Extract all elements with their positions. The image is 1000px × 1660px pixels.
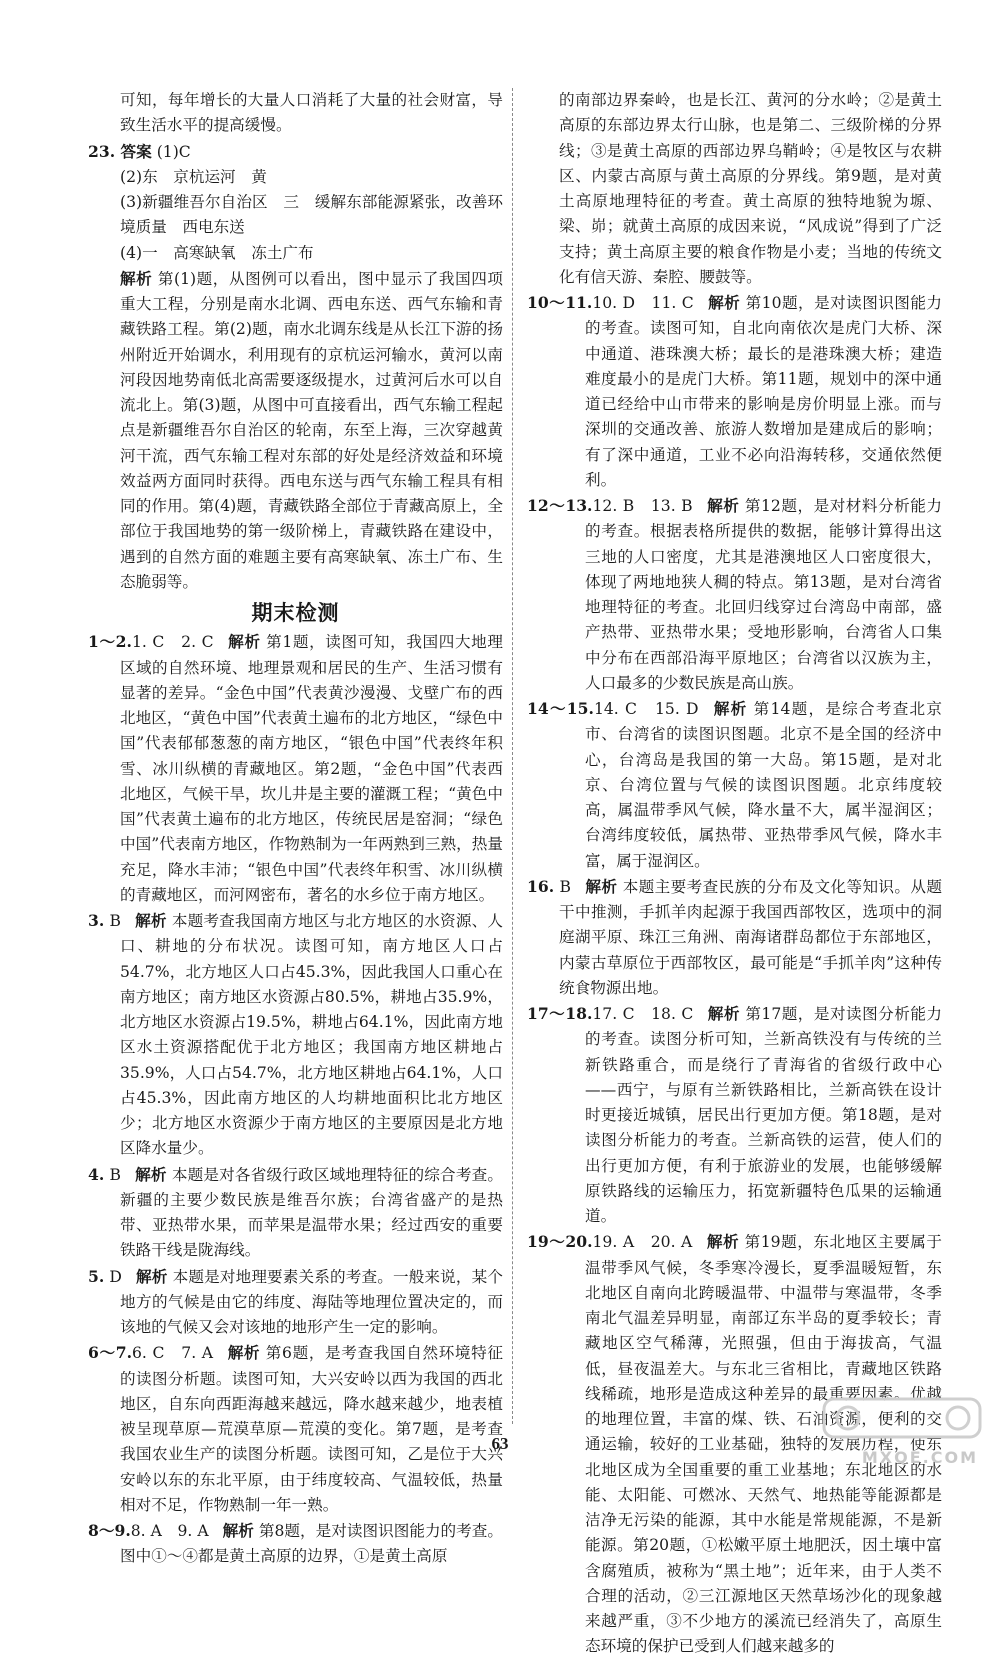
item-number: 5. <box>88 1266 105 1286</box>
item-answer: B <box>109 1165 121 1184</box>
page-number: 63 <box>491 1434 509 1453</box>
item-number: 1～2. <box>88 632 132 652</box>
list-item <box>88 1264 503 1341</box>
item-number: 12～13. <box>527 496 593 515</box>
analysis-label: 解析 <box>120 268 153 288</box>
watermark-text: MXQE.COM <box>861 1448 978 1467</box>
answer-23-label: 23. 答案 <box>88 141 152 161</box>
item-text: 本题是对各省级行政区域地理特征的综合考查。新疆的主要少数民族是维吾尔族；台湾省盛产的是热带、亚热带水果，而苹果是温带水果；经过西安的重要铁路干线是陇海线。 <box>120 1165 503 1260</box>
analysis-label: 解析 <box>712 699 748 718</box>
item-number: 8～9. <box>88 1521 131 1540</box>
item-number: 3. <box>88 911 105 930</box>
list-item <box>527 290 942 493</box>
analysis-label: 解析 <box>222 1521 254 1540</box>
item-text: 第1题，读图可知，我国四大地理区域的自然环境、地理景观和居民的生产、生活习惯有显著的差异。“金色中国”代表黄沙漫漫、戈壁广布的西北地区，“黄色中国”代表黄土遍布的北方地区，“绿色中国”代表郁郁葱葱的南方地区，“银色中国”代表终年积雪、冰川纵横的青藏地区。第2题，“金色中国”代表西北地区，气候干旱，坎儿井是主要的灌溉工程；“黄色中国”代表黄土遍布的北方地区，传统民居是窑洞；“绿色中国”代表南方地区，作物熟制为一年两熟到三熟，热量充足，降水丰沛；“银色中国”代表终年积雪、冰川纵横的青藏地区，而河网密布，著名的水乡位于南方地区。 <box>120 633 503 904</box>
list-item <box>88 629 503 908</box>
item-number: 10～11. <box>527 293 593 312</box>
item-answer: 6. C 7. A <box>132 1344 214 1363</box>
item-number: 4. <box>88 1164 105 1184</box>
answer-23-line-1: (1)C <box>156 142 191 161</box>
item-answer: 19. A 20. A <box>592 1233 693 1252</box>
item-answer: 12. B 13. B <box>592 497 693 515</box>
item-text: 本题是对地理要素关系的考查。一般来说，某个地方的气候是由它的纬度、海陆等地理位置决定的，而该地的气候又会对该地的地形产生一定的影响。 <box>120 1267 503 1336</box>
section-title: 期末检测 <box>251 601 340 625</box>
analysis-label: 解析 <box>134 911 167 930</box>
item-text: 第17题，是对读图分析能力的考查。读图分析可知，兰新高铁没有与传统的兰新铁路重合，而是绕行了青海省的省级行政中心——西宁，与原有兰新铁路相比，兰新高铁在设计时更接近城镇，居民出行更加方便。第18题，是对读图分析能力的考查。兰新高铁的运营，使人们的出行更加方便，有利于旅游业的发展，也能够缓解原铁路线的运输压力，拓宽新疆特色瓜果的运输通道。 <box>585 1005 942 1225</box>
item-text: 本题主要考查民族的分布及文化等知识。从题干中推测，手抓羊肉起源于我国西部牧区，选项中的洞庭湖平原、珠江三角洲、南海诸群岛都位于东部地区，内蒙古草原位于西部牧区，最可能是“手抓羊肉”这种传统食物源出地。 <box>559 877 942 997</box>
item-answer: 1. C 2. C <box>131 633 214 652</box>
right-intro: 的南部边界秦岭，也是长江、黄河的分水岭；②是黄土高原的东部边界太行山脉，也是第二、三级阶梯的分界线；③是黄土高原的西部边界乌鞘岭；④是牧区与农耕区、内蒙古高原与黄土高原的分界线。第9题，是对黄土高原地理特征的考查。黄土高原的独特地貌为塬、梁、峁；就黄土高原的成因来说，“风成说”得到了广泛支持；黄土高原主要的粮食作物是小麦；当地的传统文化有信天游、秦腔、腰鼓等。 <box>559 91 942 286</box>
analysis-label: 解析 <box>227 632 261 652</box>
list-item <box>527 1001 942 1229</box>
item-number: 16. <box>527 876 555 896</box>
list-item <box>88 908 503 1162</box>
analysis-label: 解析 <box>134 1164 167 1184</box>
analysis-label: 解析 <box>707 1004 740 1023</box>
item-answer: 17. C 18. C <box>592 1005 694 1023</box>
item-text: 第14题，是综合考查北京市、台湾省的读图识图题。北京不是全国的经济中心，台湾岛是我国的第一大岛。第15题，是对北京、台湾位置与气候的读图识图题。北京纬度较高，属温带季风气候，降水量不大，属半湿润区；台湾纬度较低，属热带、亚热带季风气候，降水丰富，属于湿润区。 <box>585 700 942 870</box>
left-intro: 可知，每年增长的大量人口消耗了大量的社会财富，导致生活水平的提高缓慢。 <box>120 91 503 135</box>
list-item <box>527 696 942 874</box>
item-number: 6～7. <box>88 1343 133 1363</box>
answer-23-line-3: (3)新疆维吾尔自治区 三 缓解东部能源紧张，改善环境质量 西电东送 <box>120 193 503 237</box>
analysis-label: 解析 <box>135 1266 168 1286</box>
list-item <box>88 1340 503 1518</box>
item-answer: 8. A 9. A <box>130 1522 209 1540</box>
list-item <box>88 1518 503 1570</box>
item-text: 第19题，东北地区主要属于温带季风气候，冬季寒冷漫长，夏季温暖短暂，东北地区自南向北跨暖温带、中温带与寒温带，冬季南北气温差异明显，南部辽东半岛的夏季较长；青藏地区空气稀薄，光照强，但由于海拔高，气温低，昼夜温差大。与东北三省相比，青藏地区铁路线稀疏，地形是造成这种差异的最重要因素。优越的地理位置，丰富的煤、铁、石油资源，便利的交通运输，较好的工业基础，独特的发展历程，使东北地区成为全国重要的重工业基地；东北地区的水能、太阳能、可燃冰、天然气、地热能等能源都是洁净无污染的能源，其中水能是常规能源，不是新能源。第20题，①松嫩平原土地肥沃，因土壤中富含腐殖质，被称为“黑土地”；近年来，由于人类不合理的活动，②三江源地区天然草场沙化的现象越来越严重，③不少地方的溪流已经消失了，高原生态环境的保护已受到人们越来越多的 <box>585 1233 942 1656</box>
item-text: 第12题，是对材料分析能力的考查。根据表格所提供的数据，能够计算得出这三地的人口密度，尤其是港澳地区人口密度很大，体现了两地地狭人稠的特点。第13题，是对台湾省地理特征的考查。北回归线穿过台湾岛中南部，盛产热带、亚热带水果；受地形影响，台湾省人口集中分布在西部沿海平原地区；台湾省以汉族为主，人口最多的少数民族是高山族。 <box>585 497 942 692</box>
analysis-label: 解析 <box>227 1343 261 1363</box>
analysis-label: 解析 <box>584 876 618 896</box>
item-answer: 10. D 11. C <box>592 294 694 312</box>
answer-23 <box>88 139 503 165</box>
analysis-label: 解析 <box>706 1232 740 1252</box>
column-divider <box>512 88 513 1424</box>
answer-23-line-2: (2)东 京杭运河 黄 <box>120 167 267 186</box>
analysis-label: 解析 <box>706 496 740 515</box>
item-answer: 14. C 15. D <box>593 700 699 718</box>
item-text: 本题考查我国南方地区与北方地区的水资源、人口、耕地的分布状况。读图可知，南方地区人口占54.7%，北方地区人口占45.3%，因此我国人口重心在南方地区；南方地区水资源占80.5%，耕地占35.9%，北方地区水资源占19.5%，耕地占64.1%，因此南方地区水土资源搭配优于北方地区；我国南方地区耕地占35.9%，人口占54.7%，北方地区耕地占64.1%，人口占45.3%，因此南方地区的人均耕地面积比北方地区少；北方地区水资源少于南方地区的主要原因是北方地区降水量少。 <box>120 912 503 1158</box>
list-item <box>527 493 942 696</box>
item-number: 17～18. <box>527 1004 593 1023</box>
watermark-badge-icon <box>818 1395 988 1441</box>
list-item <box>88 1162 503 1264</box>
analysis-label: 解析 <box>707 293 741 312</box>
left-column <box>88 88 503 1570</box>
item-answer: B <box>109 912 121 930</box>
item-number: 14～15. <box>527 699 594 718</box>
item-text: 第10题，是对读图识图能力的考查。读图可知，自北向南依次是虎门大桥、深中通道、港珠澳大桥；最长的是港珠澳大桥；建造难度最小的是虎门大桥。第11题，规划中的深中通道已经给中山市带来的影响是房价明显上涨。而与深圳的交通改善、旅游人数增加是建成后的影响；有了深中通道，工业不必向沿海转移，交通依然便利。 <box>585 294 942 489</box>
answer-23-line-4: (4)一 高寒缺氧 冻土广布 <box>120 243 314 262</box>
list-item <box>527 874 942 1001</box>
item-number: 19～20. <box>527 1232 593 1252</box>
item-text: 第6题，是考查我国自然环境特征的读图分析题。读图可知，大兴安岭以西为我国的西北地区，自东向西距海越来越远，降水越来越少，地表植被呈现草原—荒漠草原—荒漠的变化。第7题，是考查我国农业生产的读图分析题。读图可知，乙是位于大兴安岭以东的东北平原，由于纬度较高、气温较低，热量相对不足，作物熟制一年一熟。 <box>120 1344 503 1514</box>
analysis-text: 第(1)题，从图例可以看出，图中显示了我国四项重大工程，分别是南水北调、西电东送、西气东输和青藏铁路工程。第(2)题，南水北调东线是从长江下游的扬州附近开始调水，利用现有的京杭运河输水，黄河以南河段因地势南低北高需要逐级提水，过黄河后水可以自流北上。第(3)题，从图中可直接看出，西气东输工程起点是新疆维吾尔自治区的轮南，东至上海，三次穿越黄河干流，西气东输工程对东部的好处是经济效益和环境效益两方面同时获得。西电东送与西气东输工程具有相同的作用。第(4)题，青藏铁路全部位于青藏高原上，全部位于我国地势的第一级阶梯上，青藏铁路在建设中，遇到的自然方面的难题主要有高寒缺氧、冻土广布、生态脆弱等。 <box>120 269 503 591</box>
answer-23-analysis <box>88 266 503 595</box>
item-text: 第8题，是对读图识图能力的考查。图中①～④都是黄土高原的边界，①是黄土高原 <box>120 1522 503 1566</box>
item-answer: B <box>559 877 571 896</box>
item-answer: D <box>109 1267 122 1286</box>
